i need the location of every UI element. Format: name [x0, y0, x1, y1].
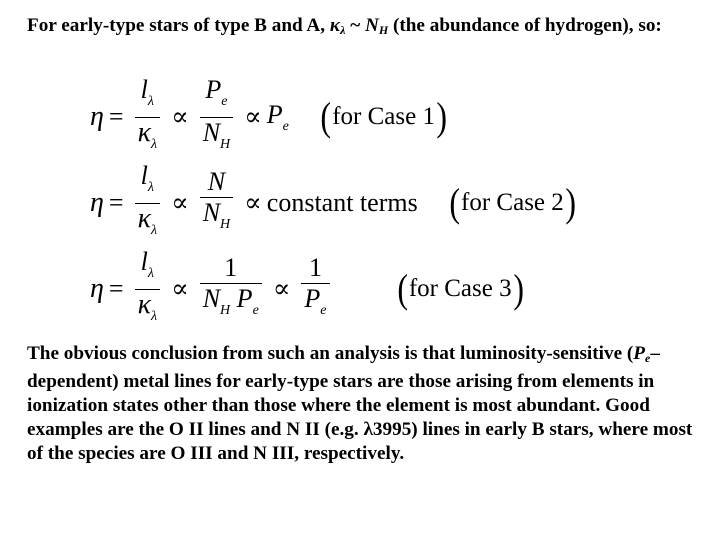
fraction-n-over-nh: $\frac{N}{N_H}$	[200, 167, 233, 240]
case-2-label: ( for Case 2 )	[449, 180, 576, 225]
case-3-label: ( for Case 3 )	[396, 266, 524, 311]
case-1-label: ( for Case 1 )	[320, 94, 447, 139]
conclusion-paragraph: The obvious conclusion from such an analysis is that luminosity-sensitive $(P_e-dependent)$ metal lines for early-type stars are those arising from elements in ionization states other than those where the element is most abundant. Good examples are the O II lines and N II (e.g. λ3995) lines in early B stars, where most of the species are O III and N III, respectively.	[27, 343, 693, 464]
fraction-one-over-nh-pe: $\frac{1}{N_H P_e}$	[200, 253, 262, 326]
equation-case-2: η = $\frac{l_\lambda}{\kappa_\lambda}$ ∝ $\frac{N}{N_H}$ ∝ constant terms ( for Case 2 )	[90, 163, 577, 243]
fraction-l-over-kappa: $\frac{l_\lambda}{\kappa_\lambda}$	[135, 75, 161, 160]
equation-case-3: η = $\frac{l_\lambda}{\kappa_\lambda}$ ∝ $\frac{1}{N_H P_e}$ ∝ $\frac{1}{P_e}$ ( for Case 3 )	[90, 249, 525, 329]
equation-case-1: η = $\frac{l_\lambda}{\kappa_\lambda}$ ∝ $\frac{P_e}{N_H}$ ∝ $P_e$ ( for Case 1 )	[90, 77, 448, 157]
fraction-pe-over-nh: $\frac{P_e}{N_H}$	[200, 75, 233, 160]
fraction-l-over-kappa: $\frac{l_\lambda}{\kappa_\lambda}$	[135, 161, 161, 246]
intro-paragraph: For early-type stars of type B and A, $\kappa_\lambda$ ~ $N_H$ (the abundance of hydrogen), so:	[27, 15, 662, 37]
fraction-l-over-kappa: $\frac{l_\lambda}{\kappa_\lambda}$	[135, 247, 161, 332]
fraction-one-over-pe: $\frac{1}{P_e}$	[301, 253, 329, 326]
